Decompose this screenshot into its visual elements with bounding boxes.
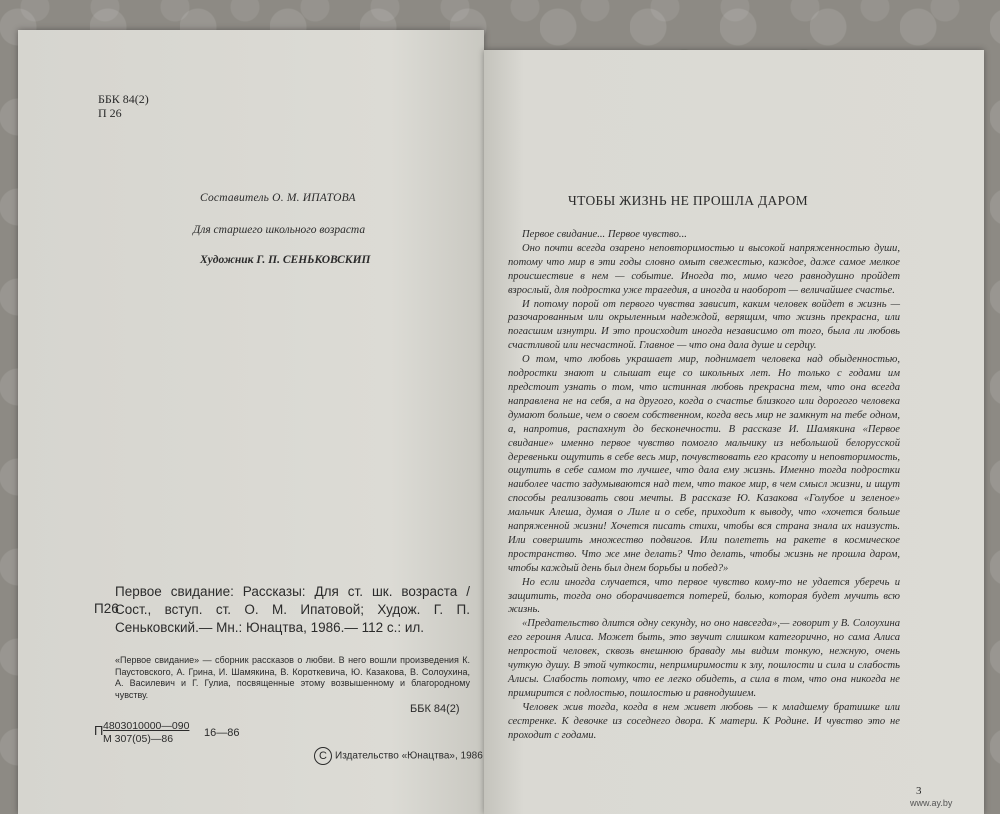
catalog-description: Первое свидание: Рассказы: Для ст. шк. возраста / Сост., вступ. ст. О. М. Ипатовой; Худож. Г. П. Сеньковский.— Мн.: Юнацтва, 1986.— 112 с.: ил. — [115, 584, 470, 635]
paragraph: Первое свидание... Первое чувство... — [522, 229, 687, 240]
author-mark: П 26 — [98, 106, 122, 120]
paragraph: Но если иногда случается, что первое чувство кому-то не удается уберечь и защитить, тогда оно оборачивается потерей, болью, которая будет мучить всю жизнь. — [508, 576, 900, 616]
paragraph: И потому порой от первого чувства зависит, каким человек войдет в жизнь — разочарованным или окрыленным надеждой, верящим, что жизнь прекрасна, или погасшим изнутри. И это происходит иногда независимо от того, была ли любовь счастливой или несчастной. Главное — что она дала душе и сердцу. — [508, 298, 900, 352]
bbk-code: ББК 84(2) — [98, 92, 149, 106]
paragraph: О том, что любовь украшает мир, поднимает человека над обыденностью, подростки знают и слышат еще со школьных лет. Но только с годами им предстоит узнать о том, что истинная любовь прекрасна тем, что она всегда направлена не на себя, а на другого, когда о счастье близкого или дорогого человека думают больше, чем о своем собственном, когда весь мир не замкнут на тебе одном, а, напротив, распахнут до бесконечности. В рассказе И. Шамякина «Первое свидание» именно первое чувство помогло мальчику из небольшой белорусской деревеньки ощутить в себе весь мир, почувствовать его красоту и неповторимость, ощутить в себе самом то лучшее, что дала ему жизнь. Именно тогда подростки наиболее часто задумываются над тем, что такое мир, в чем смысл жизни, и ищут способы реализовать свои мечты. В рассказе Ю. Казакова «Голубое и зеленое» мальчик Алеша, думая о Лиле и о себе, приходит к выводу, что «хочется больше напряженной жизни! Хочется писать стихи, чтобы вся страна знала их наизусть. Или совершить множество подвигов. Или полететь на ракете в космическое пространство. Что же мне делать? Что делать, чтобы жизнь не прошла даром, чтобы каждый день был днем борьбы и побед?» — [508, 354, 900, 574]
catalog-code: П26 — [94, 601, 119, 616]
paragraph: Оно почти всегда озарено неповторимостью и высокой напряженностью души, потому что мир в эти годы словно омыт свежестью, каждое, даже самое мелкое происшествие в нем — событие. Иногда то, мимо чего равнодушно пройдет взрослый, для подростка уже трагедия, а иногда и наоборот — величайшее счастье. — [508, 242, 900, 296]
copyright-line — [314, 747, 483, 765]
catalog-annotation: «Первое свидание» — сборник рассказов о любви. В него вошли произведения К. Паустовского, А. Грина, И. Шамякина, В. Короткевича, Ю. Казакова, В. Солоухина, А. Василевич и Г. Гулиа, посвященные этому возвышенному и благородному чувству. — [115, 655, 470, 700]
chapter-heading: ЧТОБЫ ЖИЗНЬ НЕ ПРОШЛА ДАРОМ — [568, 193, 808, 208]
catalog-index-series: М 307(05)—86 — [103, 733, 174, 745]
catalog-index-letter: П — [94, 723, 104, 738]
copyright-icon: C — [314, 747, 332, 765]
paragraph: Человек жив тогда, когда в нем живет любовь — к младшему братишке или сестренке. К девочке из соседнего двора. К матери. К Родине. И чувство это не проходит с годами. — [508, 701, 900, 741]
body-text — [508, 228, 900, 743]
copyright-text: Издательство «Юнацтва», 1986 — [335, 750, 483, 762]
watermark: www.ay.by — [910, 798, 953, 808]
artist-line: Художник Г. П. СЕНЬКОВСКИП — [200, 254, 371, 266]
age-line: Для старшего школьного возраста — [193, 224, 366, 236]
page-number: 3 — [916, 785, 922, 797]
compiler-line: Составитель О. М. ИПАТОВА — [200, 192, 356, 204]
bbk-block — [98, 92, 149, 120]
catalog-bbk: ББК 84(2) — [410, 703, 460, 715]
catalog-index-number: 4803010000—090 — [103, 720, 190, 732]
catalog-pages: 16—86 — [204, 727, 240, 739]
paragraph: «Предательство длится одну секунду, но оно навсегда»,— говорит у В. Солоухина его героиня Алиса. Может быть, это звучит слишком категорично, но сама Алиса непростой человек, сквозь внешнюю браваду мы видим тонкую, нежную, очень чуткую душу. В этой чуткости, непримиримости к злу, пошлости и сила и слабость Алисы. Слабость потому, что ее легко обидеть, а сила в том, что она никогда не примирится с подлостью, пошлостью и равнодушием. — [508, 618, 900, 699]
